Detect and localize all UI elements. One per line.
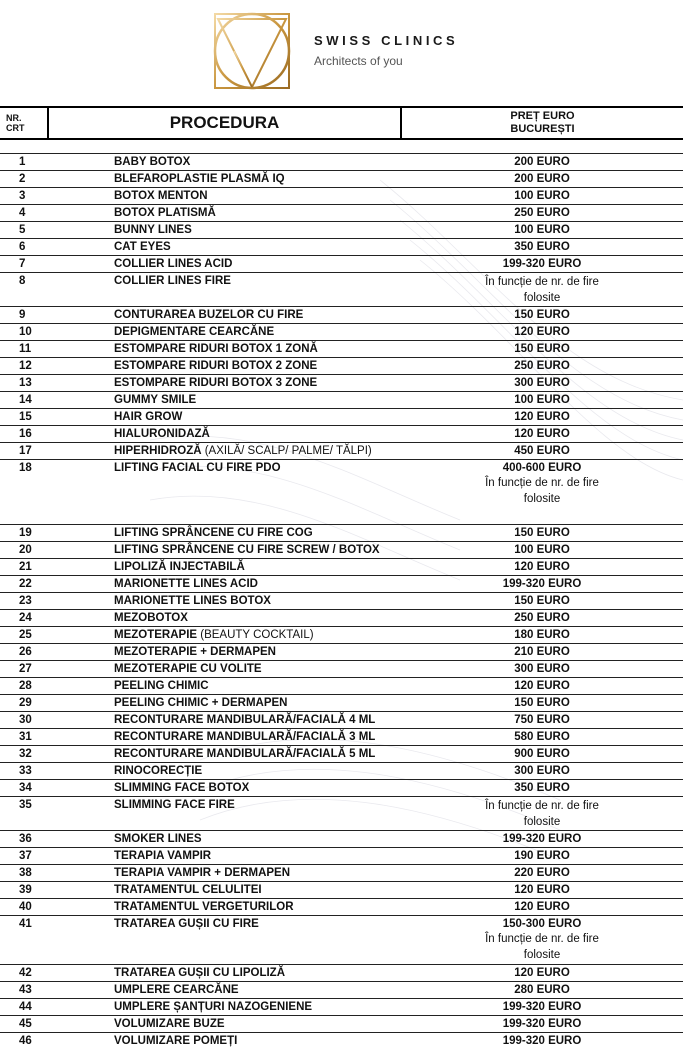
- procedure-name: VOLUMIZARE POMEȚI: [48, 1033, 401, 1049]
- table-row: [0, 982, 683, 999]
- row-number: 13: [0, 375, 48, 392]
- procedure-price: 300 EURO: [401, 375, 683, 392]
- procedure-price: 900 EURO: [401, 746, 683, 763]
- table-row: [0, 797, 683, 831]
- table-row: [0, 661, 683, 678]
- procedure-price: 120 EURO: [401, 678, 683, 695]
- row-number: 46: [0, 1033, 48, 1049]
- table-row: [0, 644, 683, 661]
- procedure-name: MARIONETTE LINES BOTOX: [48, 593, 401, 610]
- row-number: 41: [0, 916, 48, 965]
- table-row: [0, 627, 683, 644]
- procedure-name: MEZOTERAPIE CU VOLITE: [48, 661, 401, 678]
- procedure-name: RINOCORECȚIE: [48, 763, 401, 780]
- procedure-price: 199-320 EURO: [401, 576, 683, 593]
- procedure-price: 450 EURO: [401, 443, 683, 460]
- procedure-name: CAT EYES: [48, 239, 401, 256]
- procedure-price: 200 EURO: [401, 171, 683, 188]
- procedure-price: 120 EURO: [401, 559, 683, 576]
- procedure-name: TRATAREA GUȘII CU FIRE: [48, 916, 401, 965]
- procedure-name: UMPLERE CEARCĂNE: [48, 982, 401, 999]
- price-note: În funcție de nr. de fire folosite: [401, 274, 683, 306]
- row-number: 3: [0, 188, 48, 205]
- procedure-price: 120 EURO: [401, 426, 683, 443]
- brand-name: SWISS CLINICS: [314, 33, 458, 48]
- table-row: [0, 460, 683, 525]
- procedure-price: 199-320 EURO: [401, 1016, 683, 1033]
- row-number: 1: [0, 154, 48, 171]
- table-row: [0, 341, 683, 358]
- table-row: [0, 154, 683, 171]
- table-header-row: [0, 107, 683, 139]
- row-number: 33: [0, 763, 48, 780]
- procedure-price: 100 EURO: [401, 542, 683, 559]
- procedure-price: 199-320 EURO: [401, 1033, 683, 1049]
- row-number: 29: [0, 695, 48, 712]
- row-number: 43: [0, 982, 48, 999]
- procedure-price: 150 EURO: [401, 307, 683, 324]
- row-number: 17: [0, 443, 48, 460]
- row-number: 25: [0, 627, 48, 644]
- procedure-name: COLLIER LINES ACID: [48, 256, 401, 273]
- header-nr: NR. CRT: [0, 107, 48, 139]
- procedure-name: BABY BOTOX: [48, 154, 401, 171]
- table-row: [0, 746, 683, 763]
- procedure-name: COLLIER LINES FIRE: [48, 273, 401, 307]
- row-number: 4: [0, 205, 48, 222]
- table-row: [0, 1016, 683, 1033]
- table-row: [0, 780, 683, 797]
- table-row: [0, 865, 683, 882]
- row-number: 16: [0, 426, 48, 443]
- procedure-name: TRATAMENTUL VERGETURILOR: [48, 899, 401, 916]
- procedure-name: HIPERHIDROZĂ (AXILĂ/ SCALP/ PALME/ TĂLPI): [48, 443, 401, 460]
- table-row: [0, 610, 683, 627]
- procedure-price: 199-320 EURO: [401, 256, 683, 273]
- table-row: [0, 542, 683, 559]
- procedure-name: TRATAMENTUL CELULITEI: [48, 882, 401, 899]
- table-row: [0, 358, 683, 375]
- table-row: [0, 443, 683, 460]
- row-number: 2: [0, 171, 48, 188]
- procedure-name: DEPIGMENTARE CEARCĂNE: [48, 324, 401, 341]
- table-row: [0, 324, 683, 341]
- table-row: [0, 375, 683, 392]
- procedure-name: TERAPIA VAMPIR: [48, 848, 401, 865]
- procedure-name: RECONTURARE MANDIBULARĂ/FACIALĂ 4 ML: [48, 712, 401, 729]
- procedure-price: 150-300 EURO În funcție de nr. de fire folosite: [401, 916, 683, 965]
- table-row: [0, 1033, 683, 1049]
- procedure-price: [401, 273, 683, 307]
- procedure-name: ESTOMPARE RIDURI BOTOX 3 ZONE: [48, 375, 401, 392]
- table-row: [0, 392, 683, 409]
- row-number: 37: [0, 848, 48, 865]
- procedure-name: HAIR GROW: [48, 409, 401, 426]
- table-row: [0, 882, 683, 899]
- price-note: În funcție de nr. de fire folosite: [401, 931, 683, 963]
- table-row: [0, 222, 683, 239]
- procedure-price: 120 EURO: [401, 899, 683, 916]
- row-number: 44: [0, 999, 48, 1016]
- procedure-name: RECONTURARE MANDIBULARĂ/FACIALĂ 3 ML: [48, 729, 401, 746]
- row-number: 28: [0, 678, 48, 695]
- procedure-name: CONTURAREA BUZELOR CU FIRE: [48, 307, 401, 324]
- procedure-price: 180 EURO: [401, 627, 683, 644]
- row-number: 10: [0, 324, 48, 341]
- table-row: [0, 525, 683, 542]
- procedure-name: GUMMY SMILE: [48, 392, 401, 409]
- header: [0, 0, 683, 100]
- row-number: 21: [0, 559, 48, 576]
- procedure-price: 199-320 EURO: [401, 831, 683, 848]
- table-row: [0, 171, 683, 188]
- procedure-price: 190 EURO: [401, 848, 683, 865]
- price-note: În funcție de nr. de fire folosite: [401, 475, 683, 507]
- procedure-price: 250 EURO: [401, 358, 683, 375]
- table-row: [0, 999, 683, 1016]
- procedure-price: 400-600 EURO În funcție de nr. de fire folosite: [401, 460, 683, 525]
- table-row: [0, 307, 683, 324]
- table-row: [0, 965, 683, 982]
- table-row: [0, 899, 683, 916]
- row-number: 32: [0, 746, 48, 763]
- procedure-name: UMPLERE ȘANȚURI NAZOGENIENE: [48, 999, 401, 1016]
- row-number: 22: [0, 576, 48, 593]
- row-number: 8: [0, 273, 48, 307]
- row-number: 26: [0, 644, 48, 661]
- procedure-price: 350 EURO: [401, 239, 683, 256]
- procedure-price: 100 EURO: [401, 392, 683, 409]
- table-row: [0, 559, 683, 576]
- header-procedure: PROCEDURA: [48, 107, 401, 139]
- procedure-detail: (AXILĂ/ SCALP/ PALME/ TĂLPI): [202, 445, 372, 457]
- procedure-name: TERAPIA VAMPIR + DERMAPEN: [48, 865, 401, 882]
- row-number: 38: [0, 865, 48, 882]
- procedure-price: 250 EURO: [401, 610, 683, 627]
- procedure-price: 300 EURO: [401, 763, 683, 780]
- table-row: [0, 256, 683, 273]
- procedure-name: MARIONETTE LINES ACID: [48, 576, 401, 593]
- brand-tagline: Architects of you: [314, 54, 403, 68]
- row-number: 7: [0, 256, 48, 273]
- procedure-name: SMOKER LINES: [48, 831, 401, 848]
- table-row: [0, 729, 683, 746]
- procedure-name: BLEFAROPLASTIE PLASMĂ IQ: [48, 171, 401, 188]
- row-number: 14: [0, 392, 48, 409]
- procedure-name: MEZOTERAPIE + DERMAPEN: [48, 644, 401, 661]
- procedure-name: LIFTING SPRÂNCENE CU FIRE COG: [48, 525, 401, 542]
- procedure-price: [401, 797, 683, 831]
- procedure-name: ESTOMPARE RIDURI BOTOX 2 ZONE: [48, 358, 401, 375]
- table-row: [0, 409, 683, 426]
- table-row: [0, 593, 683, 610]
- procedure-name: BUNNY LINES: [48, 222, 401, 239]
- procedure-price: 199-320 EURO: [401, 999, 683, 1016]
- table-row: [0, 712, 683, 729]
- procedure-price: 100 EURO: [401, 188, 683, 205]
- swiss-clinics-logo-icon: [212, 11, 292, 91]
- table-row: [0, 273, 683, 307]
- row-number: 15: [0, 409, 48, 426]
- table-row: [0, 695, 683, 712]
- table-row: [0, 848, 683, 865]
- row-number: 34: [0, 780, 48, 797]
- table-row: [0, 239, 683, 256]
- procedure-price: 580 EURO: [401, 729, 683, 746]
- procedure-price: 750 EURO: [401, 712, 683, 729]
- procedure-price: 120 EURO: [401, 409, 683, 426]
- procedure-name: VOLUMIZARE BUZE: [48, 1016, 401, 1033]
- procedure-price: 150 EURO: [401, 695, 683, 712]
- row-number: 36: [0, 831, 48, 848]
- table-row: [0, 205, 683, 222]
- procedure-price: 120 EURO: [401, 882, 683, 899]
- row-number: 20: [0, 542, 48, 559]
- procedure-detail: (BEAUTY COCKTAIL): [197, 629, 314, 641]
- row-number: 40: [0, 899, 48, 916]
- row-number: 11: [0, 341, 48, 358]
- procedure-price: 220 EURO: [401, 865, 683, 882]
- procedure-name: SLIMMING FACE BOTOX: [48, 780, 401, 797]
- table-row: [0, 576, 683, 593]
- procedure-name: PEELING CHIMIC: [48, 678, 401, 695]
- row-number: 19: [0, 525, 48, 542]
- row-number: 31: [0, 729, 48, 746]
- procedure-price: 300 EURO: [401, 661, 683, 678]
- row-number: 30: [0, 712, 48, 729]
- procedure-price: 100 EURO: [401, 222, 683, 239]
- procedure-price: 150 EURO: [401, 341, 683, 358]
- procedure-name: MEZOBOTOX: [48, 610, 401, 627]
- price-table: [0, 106, 683, 1049]
- procedure-price: 150 EURO: [401, 525, 683, 542]
- price-note: În funcție de nr. de fire folosite: [401, 798, 683, 830]
- row-number: 18: [0, 460, 48, 525]
- row-number: 45: [0, 1016, 48, 1033]
- procedure-price: 120 EURO: [401, 965, 683, 982]
- procedure-price: 250 EURO: [401, 205, 683, 222]
- procedure-price: 200 EURO: [401, 154, 683, 171]
- procedure-name: ESTOMPARE RIDURI BOTOX 1 ZONĂ: [48, 341, 401, 358]
- row-number: 23: [0, 593, 48, 610]
- table-row: [0, 426, 683, 443]
- row-number: 35: [0, 797, 48, 831]
- row-number: 12: [0, 358, 48, 375]
- procedure-price: 150 EURO: [401, 593, 683, 610]
- table-row: [0, 831, 683, 848]
- procedure-name: TRATAREA GUȘII CU LIPOLIZĂ: [48, 965, 401, 982]
- table-row: [0, 763, 683, 780]
- table-row: [0, 188, 683, 205]
- procedure-name: LIFTING SPRÂNCENE CU FIRE SCREW / BOTOX: [48, 542, 401, 559]
- procedure-name: MEZOTERAPIE (BEAUTY COCKTAIL): [48, 627, 401, 644]
- procedure-price: 210 EURO: [401, 644, 683, 661]
- procedure-name: PEELING CHIMIC + DERMAPEN: [48, 695, 401, 712]
- row-number: 9: [0, 307, 48, 324]
- procedure-name: LIPOLIZĂ INJECTABILĂ: [48, 559, 401, 576]
- procedure-price: 280 EURO: [401, 982, 683, 999]
- row-number: 24: [0, 610, 48, 627]
- table-row: [0, 678, 683, 695]
- procedure-name: BOTOX PLATISMĂ: [48, 205, 401, 222]
- header-price: PREȚ EURO BUCUREȘTI: [401, 107, 683, 139]
- procedure-name: LIFTING FACIAL CU FIRE PDO: [48, 460, 401, 525]
- row-number: 39: [0, 882, 48, 899]
- table-row: [0, 916, 683, 965]
- row-number: 27: [0, 661, 48, 678]
- procedure-name: SLIMMING FACE FIRE: [48, 797, 401, 831]
- procedure-price: 350 EURO: [401, 780, 683, 797]
- row-number: 42: [0, 965, 48, 982]
- procedure-price: 120 EURO: [401, 324, 683, 341]
- row-number: 6: [0, 239, 48, 256]
- procedure-name: HIALURONIDAZĂ: [48, 426, 401, 443]
- procedure-name: BOTOX MENTON: [48, 188, 401, 205]
- row-number: 5: [0, 222, 48, 239]
- procedure-name: RECONTURARE MANDIBULARĂ/FACIALĂ 5 ML: [48, 746, 401, 763]
